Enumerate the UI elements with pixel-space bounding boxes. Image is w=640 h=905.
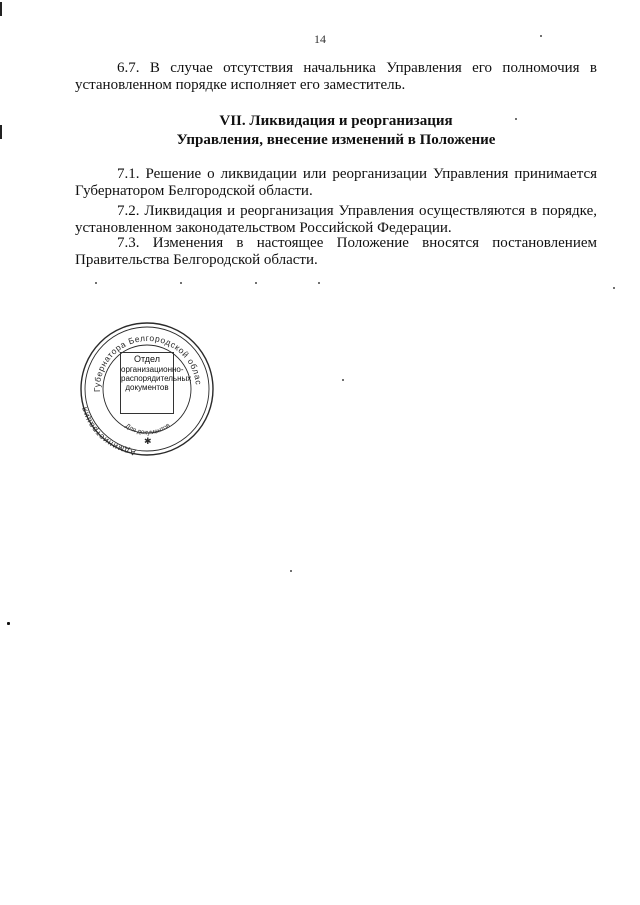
stamp-outer-top-text: Губернатора Белгородской облас [91,332,204,393]
scan-speck [290,570,292,572]
scan-speck [342,379,344,381]
section-heading-line2: Управления, внесение изменений в Положение [176,132,496,148]
clause-7-3: 7.3. Изменения в настоящее Положение вносятся постановлением Правительства Белгородской области. [75,235,597,268]
scan-margin-mark-middle [0,125,2,139]
clause-7-2: 7.2. Ликвидация и реорганизация Управления осуществляются в порядке, установленном законодательством Российской Федерации. [75,203,597,236]
official-stamp [78,320,216,458]
stamp-dept-title: Отдел [133,354,161,364]
stamp-inner-arc-text: Для документов [123,422,172,437]
scan-speck [7,622,10,625]
scan-speck [540,35,542,37]
stamp-department-box [120,352,192,414]
stamp-outer-left-text: Администрация [78,405,137,458]
scan-speck [95,282,97,284]
section-heading-line1: VII. Ликвидация и реорганизация [219,113,453,129]
svg-text:Для документов [124,422,172,437]
section-heading [75,112,597,150]
stamp-dept-line1: организационно- [121,365,184,374]
scan-speck [515,118,517,120]
stamp-dept-line3: документов [125,383,169,392]
stamp-dept-line2: распорядительных [121,374,192,383]
scan-margin-mark-top [0,2,2,16]
scan-speck [255,282,257,284]
clause-7-1: 7.1. Решение о ликвидации или реорганизации Управления принимается Губернатором Белгородской области. [75,166,597,199]
scan-speck [318,282,320,284]
page-number: 14 [314,32,326,46]
clause-6-7: 6.7. В случае отсутствия начальника Управления его полномочия в установленном порядке исполняет его заместитель. [75,60,597,93]
stamp-star: ✱ [144,437,152,447]
scan-speck [180,282,182,284]
scan-speck [613,287,615,289]
